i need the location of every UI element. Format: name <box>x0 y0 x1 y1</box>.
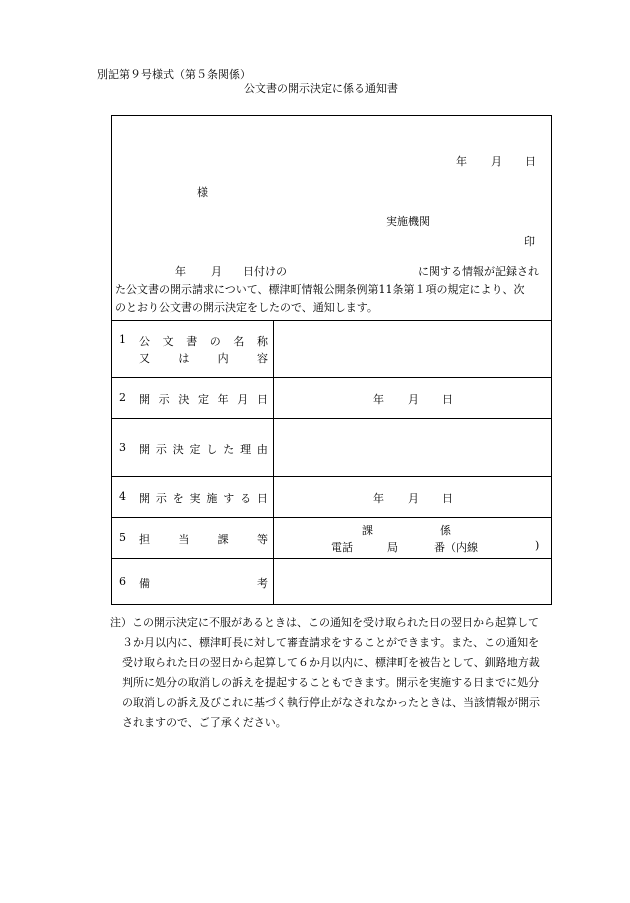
row-4-number: 4 <box>119 490 126 503</box>
body-month: 月 <box>211 265 222 278</box>
label-char: 担 <box>139 533 150 546</box>
label-char: 当 <box>178 533 190 546</box>
body-line-1: に関する情報が記録され <box>418 265 539 278</box>
label-char: 月 <box>237 393 249 406</box>
addressee-suffix: 様 <box>197 186 208 199</box>
label-char: 内 <box>217 352 229 365</box>
label-char: 開 <box>139 393 150 406</box>
row-5-phone-label: 電話 <box>331 541 353 554</box>
label-char: 名 <box>233 335 245 348</box>
row-6-number: 6 <box>119 575 126 588</box>
row-5-close-paren: ) <box>535 539 540 552</box>
row-divider <box>111 476 552 477</box>
row-6-label <box>139 575 268 591</box>
table-top-rule <box>111 320 552 321</box>
label-char: 日 <box>256 492 268 505</box>
body-line-3: のとおり公文書の開示決定をしたので、通知します。 <box>115 301 378 314</box>
label-char: 公 <box>139 335 150 348</box>
label-char: る <box>240 492 252 505</box>
row-2-value-year: 年 <box>373 393 384 406</box>
row-divider <box>111 517 552 518</box>
label-char: た <box>223 443 235 456</box>
row-5-section: 課 <box>362 524 373 537</box>
label-char: 日 <box>256 393 268 406</box>
note-line: されますので、ご了承ください。 <box>122 716 287 729</box>
note-line: の取消しの訴え及びこれに基づく執行停止がなされなかったときは、当該情報が開示 <box>122 696 540 709</box>
header-date-month: 月 <box>491 155 502 168</box>
body-line-2: た公文書の開示請求について、標津町情報公開条例第11条第１項の規定により、次 <box>115 283 525 296</box>
label-char: 定 <box>189 443 201 456</box>
row-2-value-day: 日 <box>442 393 453 406</box>
row-4-value-month: 月 <box>408 492 419 505</box>
label-char: 又 <box>139 352 150 365</box>
label-char: 文 <box>162 335 174 348</box>
label-char: 示 <box>155 492 167 505</box>
note-line: 受け取られた日の翌日から起算して６か月以内に、標津町を被告として、釧路地方裁 <box>122 656 540 669</box>
label-char: 決 <box>178 393 190 406</box>
label-char: 考 <box>257 577 268 590</box>
label-char: す <box>223 492 235 505</box>
row-5-label <box>139 531 268 547</box>
label-char: 施 <box>206 492 218 505</box>
body-day-suffix: 日付けの <box>243 265 287 278</box>
row-1-label-line2 <box>139 350 268 366</box>
body-year: 年 <box>175 265 186 278</box>
row-5-number: 5 <box>119 531 126 544</box>
row-divider <box>111 418 552 419</box>
label-char: 課 <box>217 533 229 546</box>
row-1-number: 1 <box>119 333 126 346</box>
row-5-exchange: 局 <box>387 541 398 554</box>
label-char: は <box>178 352 190 365</box>
label-char: 書 <box>186 335 198 348</box>
row-divider <box>111 558 552 559</box>
note-line: 注）この開示決定に不服があるときは、この通知を受け取られた日の翌日から起算して <box>110 616 539 629</box>
label-char: 理 <box>240 443 252 456</box>
note-line: 判所に処分の取消しの訴えを提起することもできます。開示を実施する日までに処分 <box>122 676 540 689</box>
agency-label: 実施機関 <box>386 215 430 228</box>
label-char: の <box>209 335 221 348</box>
header-date-year: 年 <box>456 155 467 168</box>
label-char: 示 <box>158 393 170 406</box>
label-char: 等 <box>256 533 268 546</box>
label-char: 開 <box>139 492 150 505</box>
label-char: 年 <box>217 393 229 406</box>
seal-mark: 印 <box>524 235 535 248</box>
label-char: 備 <box>139 577 150 590</box>
label-char: 決 <box>172 443 184 456</box>
row-2-label <box>139 391 268 407</box>
form-number: 別記第９号様式（第５条関係） <box>97 68 251 81</box>
note-line: ３か月以内に、標津町長に対して審査請求をすることができます。また、この通知を <box>122 636 540 649</box>
label-char: し <box>206 443 218 456</box>
row-2-value-month: 月 <box>408 393 419 406</box>
row-4-value-year: 年 <box>373 492 384 505</box>
label-char: 由 <box>256 443 268 456</box>
row-2-number: 2 <box>119 391 126 404</box>
row-1-label-line1 <box>139 333 268 349</box>
row-3-number: 3 <box>119 441 126 454</box>
row-divider <box>111 377 552 378</box>
label-char: を <box>172 492 184 505</box>
label-char: 開 <box>139 443 150 456</box>
label-char: 容 <box>256 352 268 365</box>
column-divider <box>273 320 274 605</box>
label-char: 称 <box>256 335 268 348</box>
row-3-label <box>139 441 268 457</box>
row-5-extension: 番（内線 <box>434 541 478 554</box>
document-title: 公文書の開示決定に係る通知書 <box>244 82 398 95</box>
label-char: 示 <box>155 443 167 456</box>
label-char: 実 <box>189 492 201 505</box>
header-date-day: 日 <box>525 155 536 168</box>
row-5-subsection: 係 <box>440 524 451 537</box>
row-4-label <box>139 490 268 506</box>
row-4-value-day: 日 <box>442 492 453 505</box>
label-char: 定 <box>197 393 209 406</box>
